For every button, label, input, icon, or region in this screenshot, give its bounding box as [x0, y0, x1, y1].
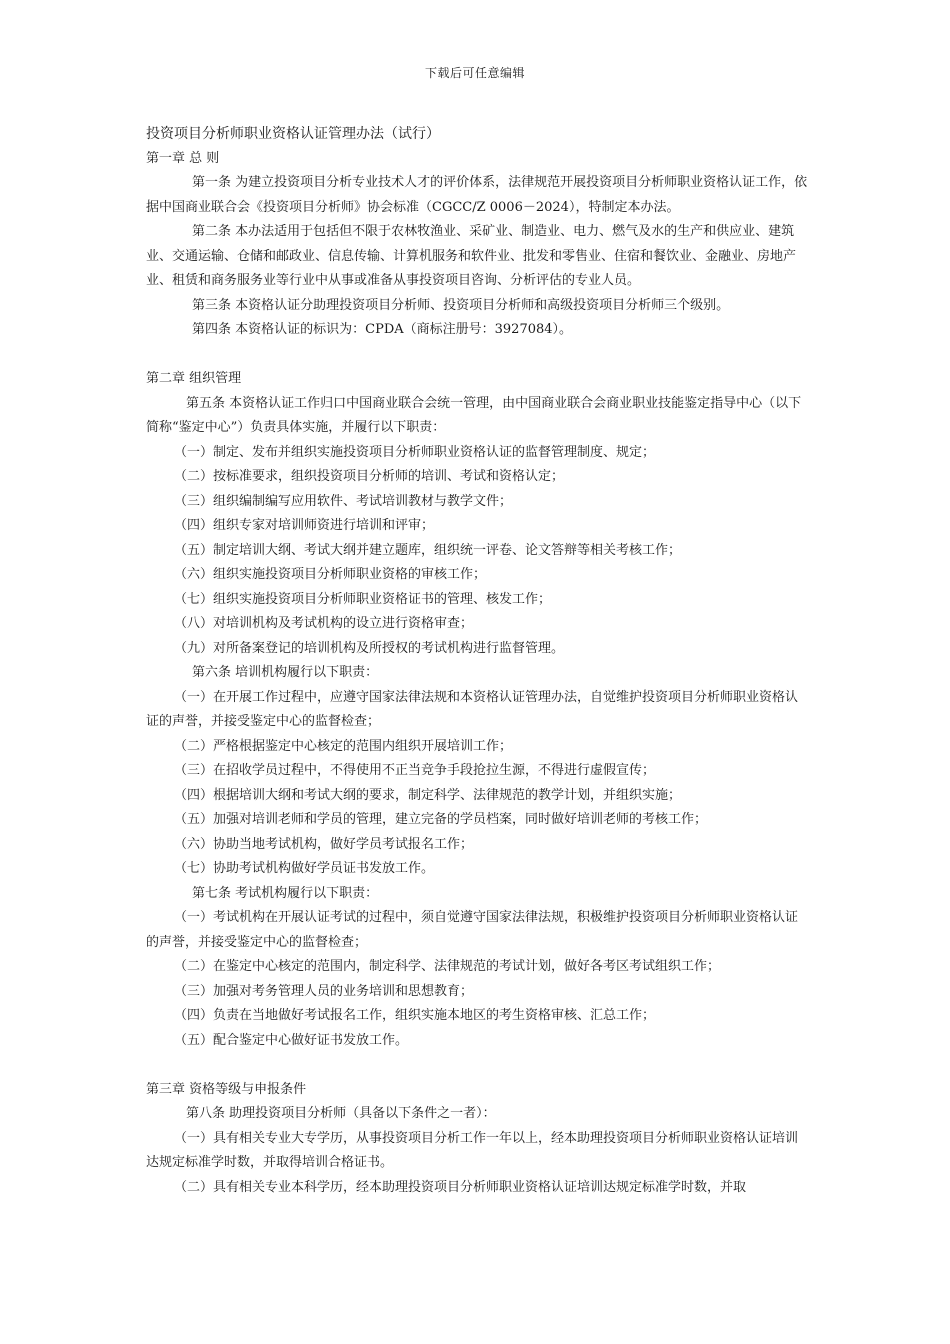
chapter-2-heading: 第二章 组织管理: [146, 371, 242, 386]
list-item: （二）严格根据鉴定中心核定的范围内组织开展培训工作；: [174, 738, 513, 754]
article-4: 第四条 本资格认证的标识为：CPDA（商标注册号：3927084）。: [192, 322, 573, 337]
list-item: （四）负责在当地做好考试报名工作，组织实施本地区的考生资格审核、汇总工作；: [174, 1008, 656, 1023]
article-6: 第六条 培训机构履行以下职责：: [192, 665, 379, 680]
list-item: （三）在招收学员过程中，不得使用不正当竞争手段抢拉生源，不得进行虚假宣传；: [174, 763, 656, 778]
list-item: （五）加强对培训老师和学员的管理，建立完备的学员档案，同时做好培训老师的考核工作；: [174, 812, 708, 827]
list-item: （三）加强对考务管理人员的业务培训和思想教育；: [174, 983, 474, 999]
list-item: （一）在开展工作过程中，应遵守国家法律法规和本资格认证管理办法，自觉维护投资项目分析师职业资格认证的声誉，并接受鉴定中心的监督检查；: [146, 689, 799, 729]
list-item: （一）具有相关专业大专学历，从事投资项目分析工作一年以上，经本助理投资项目分析师职业资格认证培训达规定标准学时数，并取得培训合格证书。: [146, 1130, 799, 1170]
article-7: 第七条 考试机构履行以下职责：: [192, 885, 379, 901]
list-item: （三）组织编制编写应用软件、考试培训教材与教学文件；: [174, 493, 513, 509]
article-8: 第八条 助理投资项目分析师（具备以下条件之一者）：: [186, 1106, 496, 1121]
document-title: 投资项目分析师职业资格认证管理办法（试行）: [146, 126, 440, 142]
list-item: （五）制定培训大纲、考试大纲并建立题库，组织统一评卷、论文答辩等相关考核工作；: [174, 542, 682, 558]
list-item: （六）组织实施投资项目分析师职业资格的审核工作；: [174, 567, 487, 582]
article-5: 第五条 本资格认证工作归口中国商业联合会统一管理，由中国商业联合会商业职业技能鉴定指导中心（以下简称“鉴定中心”）负责具体实施，并履行以下职责：: [146, 395, 802, 435]
list-item: （六）协助当地考试机构，做好学员考试报名工作；: [174, 836, 474, 852]
list-item: （一）制定、发布并组织实施投资项目分析师职业资格认证的监督管理制度、规定；: [174, 444, 656, 460]
list-item: （一）考试机构在开展认证考试的过程中，须自觉遵守国家法律法规，积极维护投资项目分析师职业资格认证的声誉，并接受鉴定中心的监督检查；: [146, 910, 799, 950]
document-body: [146, 122, 810, 1200]
list-item: （七）组织实施投资项目分析师职业资格证书的管理、核发工作；: [174, 591, 552, 607]
list-item: （二）具有相关专业本科学历，经本助理投资项目分析师职业资格认证培训达规定标准学时数，并取: [174, 1179, 747, 1195]
list-item: （五）配合鉴定中心做好证书发放工作。: [174, 1032, 409, 1048]
article-1: 第一条 为建立投资项目分析专业技术人才的评价体系，法律规范开展投资项目分析师职业资格认证工作，依据中国商业联合会《投资项目分析师》协会标准（CGCC/Z 0006－2024），特制定本办法。: [146, 175, 808, 215]
list-item: （四）根据培训大纲和考试大纲的要求，制定科学、法律规范的教学计划，并组织实施；: [174, 787, 682, 803]
article-2: 第二条 本办法适用于包括但不限于农林牧渔业、采矿业、制造业、电力、燃气及水的生产和供应业、建筑业、交通运输、仓储和邮政业、信息传输、计算机服务和软件业、批发和零售业、住宿和餐饮业、金融业、房地产业、租赁和商务服务业等行业中从事或准备从事投资项目咨询、分析评估的专业人员。: [146, 224, 797, 288]
list-item: （九）对所备案登记的培训机构及所授权的考试机构进行监督管理。: [174, 640, 565, 656]
list-item: （二）按标准要求，组织投资项目分析师的培训、考试和资格认定；: [174, 469, 565, 484]
download-note: 下载后可任意编辑: [424, 66, 525, 80]
chapter-3-heading: 第三章 资格等级与申报条件: [146, 1081, 307, 1097]
list-item: （四）组织专家对培训师资进行培训和评审；: [174, 518, 435, 533]
list-item: （二）在鉴定中心核定的范围内，制定科学、法律规范的考试计划，做好各考区考试组织工作；: [174, 959, 721, 974]
list-item: （八）对培训机构及考试机构的设立进行资格审查；: [174, 616, 474, 631]
chapter-1-heading: 第一章 总 则: [146, 150, 220, 166]
article-3: 第三条 本资格认证分助理投资项目分析师、投资项目分析师和高级投资项目分析师三个级别。: [192, 297, 730, 313]
list-item: （七）协助考试机构做好学员证书发放工作。: [174, 861, 435, 876]
